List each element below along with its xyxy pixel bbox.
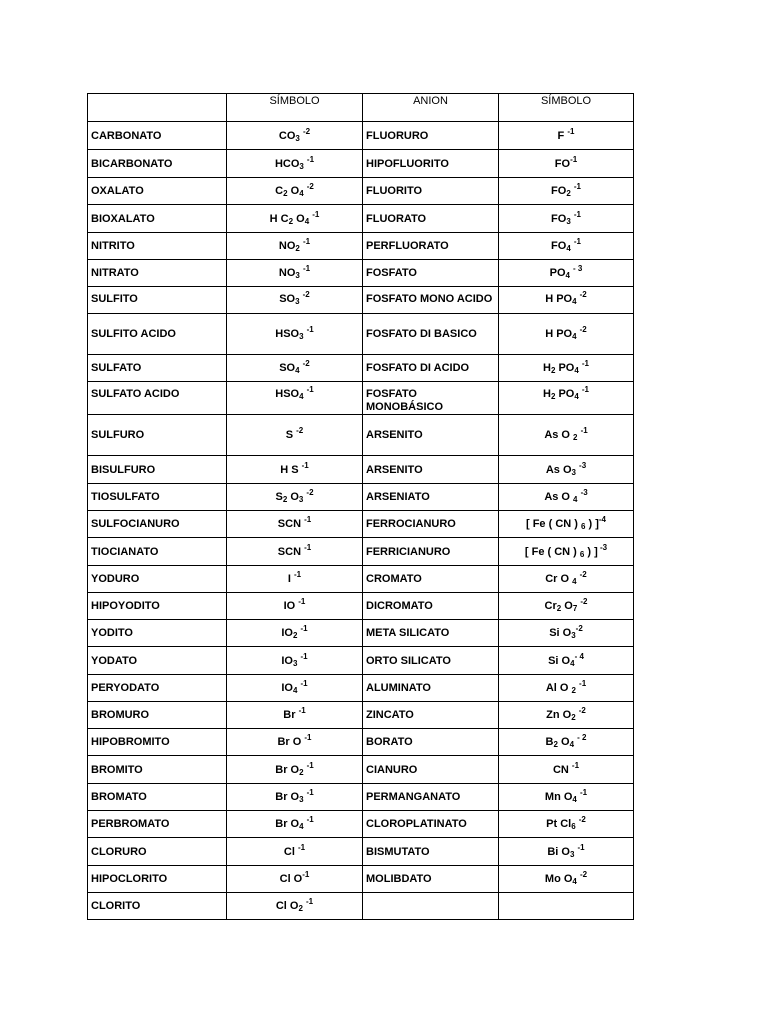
table-row <box>88 484 634 511</box>
anion-name-cell: META SILICATO <box>363 620 499 647</box>
table-row <box>88 811 634 838</box>
anion-symbol-cell: Bi $O_3$ $^{-1}$ <box>499 838 634 866</box>
anion-name-cell: FERRICIANURO <box>363 538 499 566</box>
header-row <box>88 94 634 122</box>
anion-name-cell: BROMITO <box>88 756 227 784</box>
anion-symbol-cell: $H_2$ $PO_4$ $^{-1}$ <box>499 382 634 415</box>
anion-name-cell: SULFATO ACIDO <box>88 382 227 415</box>
anion-name-cell: ORTO SILICATO <box>363 647 499 675</box>
table-row <box>88 538 634 566</box>
anion-name-cell: ARSENITO <box>363 456 499 484</box>
anion-name-cell: FOSFATO MONO ACIDO <box>363 287 499 314</box>
anion-symbol-cell: Br $O_3$ $^{-1}$ <box>227 784 363 811</box>
anion-name-cell: SULFITO ACIDO <box>88 314 227 355</box>
anion-symbol-cell: $IO_3$ $^{-1}$ <box>227 647 363 675</box>
anion-symbol-cell: $NO_3$ $^{-1}$ <box>227 260 363 287</box>
anion-name-cell: BISULFURO <box>88 456 227 484</box>
anion-symbol-cell: $C_2$ $O_4$ $^{-2}$ <box>227 178 363 205</box>
anion-symbol-cell: Br $^{-1}$ <box>227 702 363 729</box>
anion-name-cell <box>363 893 499 920</box>
table-row <box>88 355 634 382</box>
anion-symbol-cell: $SO_4$ $^{-2}$ <box>227 355 363 382</box>
anion-name-cell: ALUMINATO <box>363 675 499 702</box>
table-row <box>88 702 634 729</box>
table-row <box>88 756 634 784</box>
anion-name-cell: HIPOFLUORITO <box>363 150 499 178</box>
table-row <box>88 233 634 260</box>
table-row <box>88 260 634 287</box>
table-row <box>88 647 634 675</box>
anion-symbol-cell: S $^{-2}$ <box>227 415 363 456</box>
anion-name-cell: NITRITO <box>88 233 227 260</box>
anion-name-cell: SULFATO <box>88 355 227 382</box>
anion-symbol-cell: $H_2$ $PO_4$ $^{-1}$ <box>499 355 634 382</box>
anion-name-cell: PERFLUORATO <box>363 233 499 260</box>
anion-name-cell: CROMATO <box>363 566 499 593</box>
table-row <box>88 178 634 205</box>
table-row <box>88 456 634 484</box>
anion-name-cell: SULFOCIANURO <box>88 511 227 538</box>
anion-symbol-cell: F $^{-1}$ <box>499 122 634 150</box>
anion-symbol-cell: Cl $O_2$ $^{-1}$ <box>227 893 363 920</box>
anion-symbol-cell: As $O_3$ $^{-3}$ <box>499 456 634 484</box>
anion-symbol-cell: Br O $^{-1}$ <box>227 729 363 756</box>
anion-name-cell: TIOCIANATO <box>88 538 227 566</box>
anion-symbol-cell: $FO^{-1}$ <box>499 150 634 178</box>
table-row <box>88 566 634 593</box>
table-row <box>88 593 634 620</box>
anion-name-cell: PERMANGANATO <box>363 784 499 811</box>
anion-name-cell: YODITO <box>88 620 227 647</box>
anion-name-cell: FERROCIANURO <box>363 511 499 538</box>
anion-name-cell: OXALATO <box>88 178 227 205</box>
anion-symbol-cell: Pt $Cl_6$ $^{-2}$ <box>499 811 634 838</box>
anion-symbol-cell: $CO_3$ $^{-2}$ <box>227 122 363 150</box>
table-row <box>88 150 634 178</box>
anion-name-cell: FOSFATO <box>363 260 499 287</box>
anion-symbol-cell: CN $^{-1}$ <box>499 756 634 784</box>
anion-name-cell: FOSFATO MONOBÁSICO <box>363 382 499 415</box>
anion-symbol-cell: IO $^{-1}$ <box>227 593 363 620</box>
anion-name-cell: SULFURO <box>88 415 227 456</box>
table-row <box>88 287 634 314</box>
table-row <box>88 511 634 538</box>
anion-name-cell: CLORITO <box>88 893 227 920</box>
anion-name-cell: PERYODATO <box>88 675 227 702</box>
anion-symbol-cell: $IO_4$ $^{-1}$ <box>227 675 363 702</box>
anion-name-cell: CLORURO <box>88 838 227 866</box>
table-row <box>88 415 634 456</box>
anion-symbol-cell: SCN $^{-1}$ <box>227 511 363 538</box>
anion-symbol-cell: Br $O_4$ $^{-1}$ <box>227 811 363 838</box>
anion-symbol-cell <box>499 893 634 920</box>
anion-name-cell: NITRATO <box>88 260 227 287</box>
anion-name-cell: DICROMATO <box>363 593 499 620</box>
anion-name-cell: FOSFATO DI ACIDO <box>363 355 499 382</box>
anion-symbol-cell: $HCO_3$ $^{-1}$ <box>227 150 363 178</box>
anion-symbol-cell: Mn $O_4$ $^{-1}$ <box>499 784 634 811</box>
anion-symbol-cell: I $^{-1}$ <box>227 566 363 593</box>
anion-symbol-cell: $HSO_3$ $^{-1}$ <box>227 314 363 355</box>
anion-symbol-cell: Br $O_2$ $^{-1}$ <box>227 756 363 784</box>
anion-symbol-cell: H S $^{-1}$ <box>227 456 363 484</box>
anion-symbol-cell: Cl $O^{-1}$ <box>227 866 363 893</box>
anion-name-cell: FOSFATO DI BASICO <box>363 314 499 355</box>
anion-name-cell: PERBROMATO <box>88 811 227 838</box>
anion-symbol-cell: $Cr_2$ $O_7$ $^{-2}$ <box>499 593 634 620</box>
anion-name-cell: SULFITO <box>88 287 227 314</box>
anion-name-cell: ARSENIATO <box>363 484 499 511</box>
anion-symbol-cell: Al O $_2$ $^{-1}$ <box>499 675 634 702</box>
header-name-column <box>88 94 227 122</box>
anion-symbol-cell: As O $_4$ $^{-3}$ <box>499 484 634 511</box>
anion-name-cell: HIPOBROMITO <box>88 729 227 756</box>
anion-symbol-cell: $PO_4$ $^{- 3}$ <box>499 260 634 287</box>
anion-symbol-cell: $SO_3$ $^{-2}$ <box>227 287 363 314</box>
anion-name-cell: BROMURO <box>88 702 227 729</box>
anion-symbol-cell: H $PO_4$ $^{-2}$ <box>499 314 634 355</box>
anion-symbol-cell: SCN $^{-1}$ <box>227 538 363 566</box>
anion-symbol-cell: Mo $O_4$ $^{-2}$ <box>499 866 634 893</box>
anion-name-cell: TIOSULFATO <box>88 484 227 511</box>
anion-name-cell: CARBONATO <box>88 122 227 150</box>
anion-symbol-cell: H $C_2$ $O_4$ $^{-1}$ <box>227 205 363 233</box>
anion-symbol-cell: $IO_2$ $^{-1}$ <box>227 620 363 647</box>
anion-symbol-cell: Cr O $_4$ $^{-2}$ <box>499 566 634 593</box>
table-row <box>88 205 634 233</box>
anion-symbol-cell: H $PO_4$ $^{-2}$ <box>499 287 634 314</box>
anion-name-cell: CIANURO <box>363 756 499 784</box>
header-symbol-column-2: SÍMBOLO <box>499 94 634 122</box>
anion-symbol-cell: Si $O_4^{- 4}$ <box>499 647 634 675</box>
anion-symbol-cell: $S_2$ $O_3$ $^{-2}$ <box>227 484 363 511</box>
anion-symbol-cell: [ Fe ( CN ) $_6$ ) ] $^{-3}$ <box>499 538 634 566</box>
anion-name-cell: HIPOCLORITO <box>88 866 227 893</box>
anion-table <box>87 93 634 920</box>
table-row <box>88 729 634 756</box>
anion-name-cell: BISMUTATO <box>363 838 499 866</box>
anion-name-cell: YODATO <box>88 647 227 675</box>
anion-symbol-cell: Zn $O_2$ $^{-2}$ <box>499 702 634 729</box>
anion-symbol-cell: Si $O_3^{-2}$ <box>499 620 634 647</box>
anion-symbol-cell: $B_2$ $O_4$ $^{- 2}$ <box>499 729 634 756</box>
header-anion-column: ANION <box>363 94 499 122</box>
anion-name-cell: FLUORITO <box>363 178 499 205</box>
anion-name-cell: YODURO <box>88 566 227 593</box>
anion-symbol-cell: $HSO_4$ $^{-1}$ <box>227 382 363 415</box>
anion-name-cell: FLUORATO <box>363 205 499 233</box>
anion-name-cell: MOLIBDATO <box>363 866 499 893</box>
header-symbol-column: SÍMBOLO <box>227 94 363 122</box>
anion-symbol-cell: $FO_3$ $^{-1}$ <box>499 205 634 233</box>
anion-name-cell: BIOXALATO <box>88 205 227 233</box>
anion-name-cell: ZINCATO <box>363 702 499 729</box>
anion-symbol-cell: $NO_2$ $^{-1}$ <box>227 233 363 260</box>
table-row <box>88 866 634 893</box>
table-row <box>88 122 634 150</box>
anion-name-cell: BROMATO <box>88 784 227 811</box>
table-row <box>88 784 634 811</box>
anion-symbol-cell: [ Fe ( CN ) $_6$ ) ]$^{-4}$ <box>499 511 634 538</box>
anion-symbol-cell: $FO_2$ $^{-1}$ <box>499 178 634 205</box>
table-row <box>88 838 634 866</box>
table-row <box>88 893 634 920</box>
anion-name-cell: BICARBONATO <box>88 150 227 178</box>
table-row <box>88 620 634 647</box>
table-row <box>88 675 634 702</box>
anion-symbol-cell: $FO_4$ $^{-1}$ <box>499 233 634 260</box>
table-row <box>88 382 634 415</box>
anion-name-cell: HIPOYODITO <box>88 593 227 620</box>
anion-symbol-cell: As O $_2$ $^{-1}$ <box>499 415 634 456</box>
anion-name-cell: BORATO <box>363 729 499 756</box>
table-row <box>88 314 634 355</box>
anion-name-cell: CLOROPLATINATO <box>363 811 499 838</box>
anion-name-cell: FLUORURO <box>363 122 499 150</box>
anion-name-cell: ARSENITO <box>363 415 499 456</box>
anion-symbol-cell: Cl $^{-1}$ <box>227 838 363 866</box>
